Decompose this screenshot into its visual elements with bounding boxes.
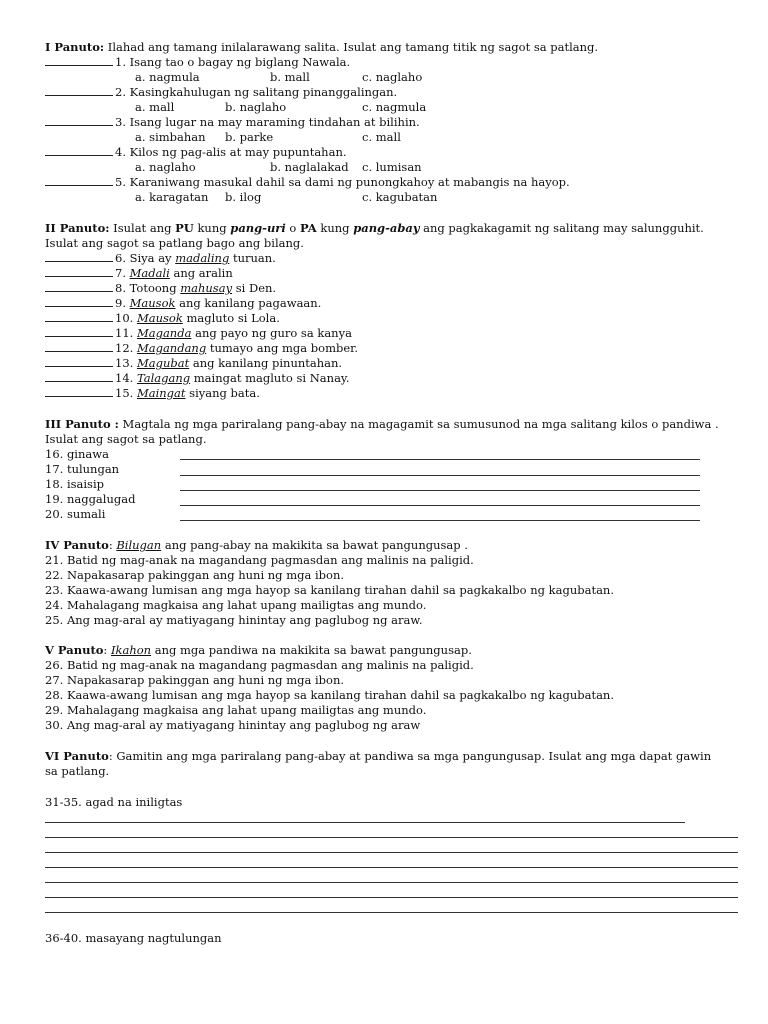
section-6-instruction: : Gamitin ang mga pariralang pang-abay at pandiwa sa mga pangungusap. Isulat ang mga dapat gawin	[108, 749, 712, 763]
item-number: 15.	[115, 386, 137, 400]
question-row	[45, 55, 350, 69]
choice-b: b. mall	[270, 70, 310, 84]
item-rest: turuan.	[229, 251, 276, 265]
pu-code: PU	[175, 221, 194, 235]
section-4-heading	[45, 538, 468, 552]
instruction-text: kung	[316, 221, 354, 235]
answer-blank[interactable]	[45, 296, 113, 307]
instruction-text: kung	[193, 221, 231, 235]
section-2-heading	[45, 221, 704, 235]
pang-uri-term: pang-uri	[230, 221, 286, 235]
underlined-word: Maganda	[136, 326, 192, 340]
sentence-item: 23. Kaawa-awang lumisan ang mga hayop sa kanilang tirahan dahil sa pagkakalbo ng kagubatan.	[45, 583, 614, 597]
sentence-item: 27. Napakasarap pakinggan ang huni ng mga ibon.	[45, 673, 345, 687]
answer-blank[interactable]	[45, 85, 113, 96]
underlined-word: Madali	[129, 266, 170, 280]
answer-blank[interactable]	[45, 371, 113, 382]
colon: :	[103, 643, 111, 657]
question-row	[45, 115, 420, 129]
keyword-ikahon: Ikahon	[110, 643, 152, 657]
item-number: 10.	[115, 311, 137, 325]
choice-c: c. naglaho	[362, 70, 423, 84]
answer-line[interactable]	[180, 490, 700, 491]
sentence-item: 24. Mahalagang magkaisa ang lahat upang mailigtas ang mundo.	[45, 598, 427, 612]
instruction-text: ang pagkakagamit ng salitang may salungguhit.	[419, 221, 704, 235]
item-rest: siyang bata.	[185, 386, 260, 400]
sentence-item: 29. Mahalagang magkaisa ang lahat upang mailigtas ang mundo.	[45, 703, 427, 717]
answer-line[interactable]	[45, 867, 738, 868]
item-rest: ang payo ng guro sa kanya	[191, 326, 352, 340]
answer-line[interactable]	[45, 837, 738, 838]
answer-line[interactable]	[45, 852, 738, 853]
item-rest: ang kanilang pagawaan.	[175, 296, 322, 310]
item-label: 16. ginawa	[45, 447, 109, 461]
question-text: 2. Kasingkahulugan ng salitang pinanggalingan.	[115, 85, 398, 99]
item-number: 12.	[115, 341, 137, 355]
item-rest: si Den.	[232, 281, 277, 295]
answer-line[interactable]	[45, 882, 738, 883]
answer-blank[interactable]	[45, 251, 113, 262]
question-text: 1. Isang tao o bagay ng biglang Nawala.	[115, 55, 351, 69]
section-5-heading	[45, 643, 472, 657]
answer-blank[interactable]	[45, 266, 113, 277]
answer-blank[interactable]	[45, 175, 113, 186]
question-text: 4. Kilos ng pag-alis at may pupuntahan.	[115, 145, 347, 159]
sentence-item: 22. Napakasarap pakinggan ang huni ng mga ibon.	[45, 568, 345, 582]
answer-blank[interactable]	[45, 341, 113, 352]
sentence-item: 26. Batid ng mag-anak na magandang pagmasdan ang malinis na paligid.	[45, 658, 474, 672]
item-label: 36-40. masayang nagtulungan	[45, 931, 222, 945]
choice-c: c. mall	[362, 130, 401, 144]
item-number: 14.	[115, 371, 137, 385]
underlined-word: Mausok	[136, 311, 183, 325]
item-rest: magluto si Lola.	[182, 311, 280, 325]
choice-a: a. naglaho	[135, 160, 196, 174]
underlined-word: mahusay	[180, 281, 233, 295]
choice-b: b. parke	[225, 130, 274, 144]
section-2-instruction-line2: Isulat ang sagot sa patlang bago ang bilang.	[45, 236, 304, 250]
answer-blank[interactable]	[45, 55, 113, 66]
sentence-item: 30. Ang mag-aral ay matiyagang hinintay ang paglubog ng araw	[45, 718, 421, 732]
choice-c: c. nagmula	[362, 100, 427, 114]
answer-blank[interactable]	[45, 311, 113, 322]
choice-b: b. naglaho	[225, 100, 287, 114]
question-text: 5. Karaniwang masukal dahil sa dami ng punongkahoy at mabangis na hayop.	[115, 175, 570, 189]
section-3-heading	[45, 417, 719, 431]
question-row	[45, 356, 342, 370]
item-label: 31-35. agad na iniligtas	[45, 795, 183, 809]
underlined-word: Magandang	[136, 341, 207, 355]
sentence-item: 28. Kaawa-awang lumisan ang mga hayop sa kanilang tirahan dahil sa pagkakalbo ng kagubatan.	[45, 688, 614, 702]
answer-blank[interactable]	[45, 386, 113, 397]
section-3-instruction: Magtala ng mga pariralang pang-abay na magagamit sa sumusunod na mga salitang kilos o pandiwa .	[118, 417, 719, 431]
section-5-label: V Panuto	[45, 643, 104, 657]
answer-line[interactable]	[45, 912, 738, 913]
section-3-instruction-line2: Isulat ang sagot sa patlang.	[45, 432, 207, 446]
answer-line[interactable]	[45, 897, 738, 898]
instruction-text: Isulat ang	[109, 221, 176, 235]
section-6-instruction-line2: sa patlang.	[45, 764, 110, 778]
choice-c: c. lumisan	[362, 160, 422, 174]
choice-a: a. mall	[135, 100, 175, 114]
item-number: 8. Totoong	[115, 281, 181, 295]
choice-a: a. simbahan	[135, 130, 206, 144]
section-2-label: II Panuto:	[45, 221, 110, 235]
section-3-label: III Panuto :	[45, 417, 119, 431]
section-1-label: I Panuto:	[45, 40, 105, 54]
item-rest: tumayo ang mga bomber.	[206, 341, 359, 355]
answer-line[interactable]	[180, 505, 700, 506]
instruction-text: o	[285, 221, 300, 235]
section-4-label: IV Panuto	[45, 538, 109, 552]
item-number: 11.	[115, 326, 137, 340]
answer-line[interactable]	[180, 475, 700, 476]
choice-a: a. karagatan	[135, 190, 209, 204]
section-4-instruction: ang pang-abay na makikita sa bawat pangungusap .	[161, 538, 468, 552]
pa-code: PA	[300, 221, 317, 235]
sentence-item: 25. Ang mag-aral ay matiyagang hinintay ang paglubog ng araw.	[45, 613, 423, 627]
item-number: 6. Siya ay	[115, 251, 176, 265]
question-text: 3. Isang lugar na may maraming tindahan at bilihin.	[115, 115, 420, 129]
question-row	[45, 326, 352, 340]
question-row	[45, 251, 276, 265]
underlined-word: madaling	[175, 251, 230, 265]
answer-blank[interactable]	[45, 356, 113, 367]
question-row	[45, 296, 321, 310]
sentence-item: 21. Batid ng mag-anak na magandang pagmasdan ang malinis na paligid.	[45, 553, 474, 567]
underlined-word: Maingat	[136, 386, 186, 400]
item-label: 17. tulungan	[45, 462, 120, 476]
underlined-word: Mausok	[129, 296, 176, 310]
item-rest: maingat magluto si Nanay.	[190, 371, 350, 385]
choice-c: c. kagubatan	[362, 190, 438, 204]
answer-line[interactable]	[45, 822, 685, 823]
choice-a: a. nagmula	[135, 70, 200, 84]
choice-b: b. ilog	[225, 190, 262, 204]
question-row	[45, 281, 276, 295]
section-1-heading	[45, 40, 598, 54]
question-row	[45, 266, 233, 280]
item-label: 19. naggalugad	[45, 492, 136, 506]
question-row	[45, 386, 260, 400]
answer-blank[interactable]	[45, 145, 113, 156]
underlined-word: Talagang	[136, 371, 191, 385]
pang-abay-term: pang-abay	[353, 221, 420, 235]
choice-b: b. naglalakad	[270, 160, 349, 174]
section-5-instruction: ang mga pandiwa na makikita sa bawat pangungusap.	[151, 643, 472, 657]
section-6-heading	[45, 749, 711, 763]
colon: :	[108, 538, 117, 552]
question-row	[45, 371, 350, 385]
item-number: 7.	[115, 266, 130, 280]
question-row	[45, 311, 280, 325]
item-label: 20. sumali	[45, 507, 106, 521]
item-label: 18. isaisip	[45, 477, 104, 491]
item-number: 9.	[115, 296, 130, 310]
item-rest: ang kanilang pinuntahan.	[189, 356, 343, 370]
answer-line[interactable]	[180, 459, 700, 460]
question-row	[45, 145, 347, 159]
keyword-bilugan: Bilugan	[116, 538, 162, 552]
question-row	[45, 341, 358, 355]
question-row	[45, 85, 397, 99]
item-number: 13.	[115, 356, 137, 370]
item-rest: ang aralin	[169, 266, 233, 280]
underlined-word: Magubat	[136, 356, 190, 370]
answer-line[interactable]	[180, 520, 700, 521]
answer-blank[interactable]	[45, 115, 113, 126]
section-1-instruction: Ilahad ang tamang inilalarawang salita. Isulat ang tamang titik ng sagot sa patlang.	[104, 40, 599, 54]
answer-blank[interactable]	[45, 281, 113, 292]
section-6-label: VI Panuto	[45, 749, 109, 763]
question-row	[45, 175, 570, 189]
answer-blank[interactable]	[45, 326, 113, 337]
